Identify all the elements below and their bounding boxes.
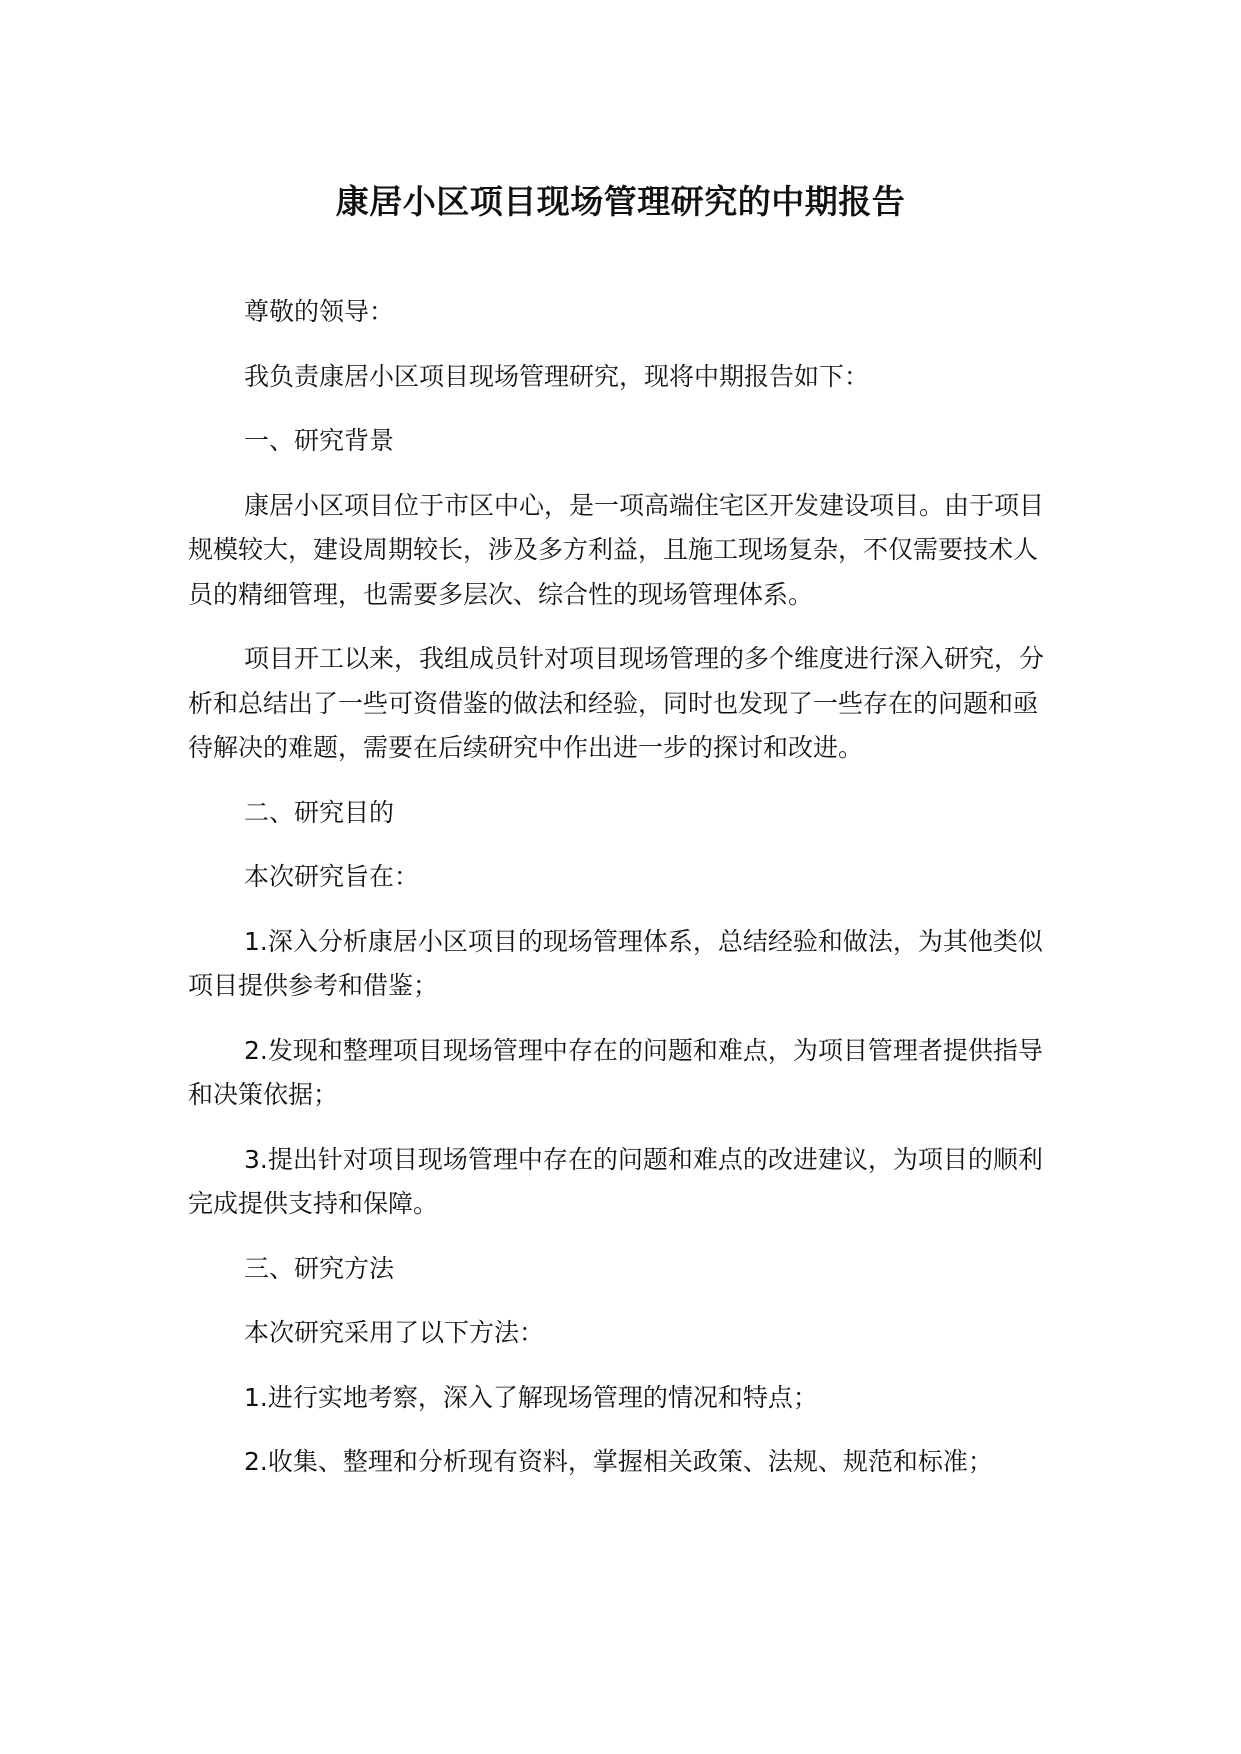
purpose-item-2: 2.发现和整理项目现场管理中存在的问题和难点，为项目管理者提供指导和决策依据； [188,1035,1043,1109]
intro-paragraph: 我负责康居小区项目现场管理研究，现将中期报告如下： [244,361,870,391]
document-body [188,290,1048,1505]
section-heading-purpose: 二、研究目的 [244,797,395,827]
purpose-item-1: 1.深入分析康居小区项目的现场管理体系，总结经验和做法，为其他类似项目提供参考和借鉴； [188,926,1043,1000]
background-paragraph-2: 项目开工以来，我组成员针对项目现场管理的多个维度进行深入研究，分析和总结出了一些可资借鉴的做法和经验，同时也发现了一些存在的问题和亟待解决的难题，需要在后续研究中作出进一步的探讨和改进。 [188,644,1045,762]
section-heading-background: 一、研究背景 [244,426,395,455]
section-heading-method: 三、研究方法 [244,1253,395,1283]
document-title: 康居小区项目现场管理研究的中期报告 [335,182,906,221]
purpose-item-3: 3.提出针对项目现场管理中存在的问题和难点的改进建议，为项目的顺利完成提供支持和保障。 [188,1144,1043,1218]
method-item-1: 1.进行实地考察，深入了解现场管理的情况和特点； [244,1382,818,1412]
purpose-intro: 本次研究旨在： [244,862,420,891]
method-intro: 本次研究采用了以下方法： [244,1318,545,1347]
background-paragraph-1: 康居小区项目位于市区中心，是一项高端住宅区开发建设项目。由于项目规模较大，建设周期较长，涉及多方利益，且施工现场复杂，不仅需要技术人员的精细管理，也需要多层次、综合性的现场管理体系。 [188,490,1045,609]
method-item-2: 2.收集、整理和分析现有资料，掌握相关政策、法规、规范和标准； [244,1447,993,1476]
salutation: 尊敬的领导： [244,297,395,326]
